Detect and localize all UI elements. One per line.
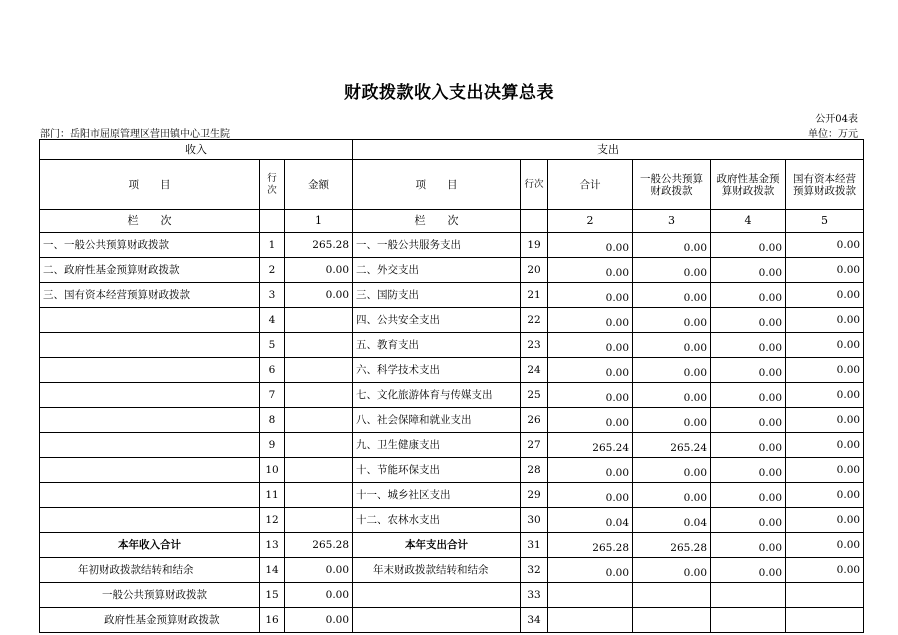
general-budget-value: 0.00: [633, 283, 711, 308]
general-budget-value: 0.00: [633, 383, 711, 408]
income-line-no: 6: [260, 358, 285, 383]
income-line-no: 10: [260, 458, 285, 483]
unit-label: 单位：万元: [808, 129, 858, 140]
income-idx-empty: [260, 210, 285, 233]
state-capital-value: 0.00: [786, 558, 864, 583]
expense-line-no: 34: [521, 608, 548, 633]
gov-fund-value: 0.00: [711, 308, 786, 333]
state-capital-value: 0.00: [786, 258, 864, 283]
income-item: [40, 433, 260, 458]
income-line-no: 1: [260, 233, 285, 258]
expense-line-no: 32: [521, 558, 548, 583]
income-line-no: 9: [260, 433, 285, 458]
income-line-no: 2: [260, 258, 285, 283]
income-line-no: 16: [260, 608, 285, 633]
header-row-columns: [40, 160, 864, 210]
state-capital-value: [786, 583, 864, 608]
income-item: 一、一般公共预算财政拨款: [40, 233, 260, 258]
total-header: 合计: [548, 160, 633, 210]
expense-item: 四、公共安全支出: [353, 308, 521, 333]
total-value: 0.00: [548, 458, 633, 483]
general-budget-value: [633, 583, 711, 608]
general-budget-header: 一般公共预算财政拨款: [633, 160, 711, 210]
gov-fund-header: 政府性基金预算财政拨款: [711, 160, 786, 210]
general-budget-value: 0.00: [633, 233, 711, 258]
department-label: 部门：岳阳市屈原管理区营田镇中心卫生院: [40, 129, 230, 140]
income-amount: 265.28: [285, 533, 353, 558]
expense-idx-4: 4: [711, 210, 786, 233]
income-item: 二、政府性基金预算财政拨款: [40, 258, 260, 283]
income-item: 年初财政拨款结转和结余: [40, 558, 260, 583]
expense-idx-empty: [521, 210, 548, 233]
income-amount: 0.00: [285, 558, 353, 583]
expense-item: 八、社会保障和就业支出: [353, 408, 521, 433]
income-amount: 265.28: [285, 233, 353, 258]
table-row: [40, 258, 864, 283]
total-value: 0.00: [548, 258, 633, 283]
gov-fund-value: 0.00: [711, 333, 786, 358]
expense-line-no: 20: [521, 258, 548, 283]
state-capital-value: 0.00: [786, 408, 864, 433]
expense-line-no: 31: [521, 533, 548, 558]
expense-item: 七、文化旅游体育与传媒支出: [353, 383, 521, 408]
general-budget-value: 265.28: [633, 533, 711, 558]
expense-line-no: 22: [521, 308, 548, 333]
expense-line-no: 23: [521, 333, 548, 358]
expense-item: 十一、城乡社区支出: [353, 483, 521, 508]
state-capital-value: 0.00: [786, 308, 864, 333]
income-item: [40, 408, 260, 433]
table-row: [40, 283, 864, 308]
gov-fund-value: 0.00: [711, 383, 786, 408]
expense-item: 年末财政拨款结转和结余: [353, 558, 521, 583]
general-budget-value: 0.00: [633, 458, 711, 483]
income-amount: [285, 458, 353, 483]
state-capital-value: 0.00: [786, 283, 864, 308]
expense-line-no: 28: [521, 458, 548, 483]
income-item: [40, 308, 260, 333]
header-row-sections: [40, 140, 864, 160]
expense-item-header: 项 目: [353, 160, 521, 210]
income-item: 三、国有资本经营预算财政拨款: [40, 283, 260, 308]
income-amount: 0.00: [285, 258, 353, 283]
income-amount: [285, 408, 353, 433]
total-value: 265.28: [548, 533, 633, 558]
total-value: 0.00: [548, 333, 633, 358]
page-title: 财政拨款收入支出决算总表: [344, 83, 554, 103]
state-capital-value: 0.00: [786, 358, 864, 383]
total-value: 0.00: [548, 358, 633, 383]
state-capital-value: 0.00: [786, 383, 864, 408]
expense-idx-2: 2: [548, 210, 633, 233]
expense-item: [353, 583, 521, 608]
expense-idx-3: 3: [633, 210, 711, 233]
income-line-no: 8: [260, 408, 285, 433]
gov-fund-value: [711, 608, 786, 633]
expense-line-no: 27: [521, 433, 548, 458]
gov-fund-value: 0.00: [711, 558, 786, 583]
expense-item: 五、教育支出: [353, 333, 521, 358]
table-row: [40, 433, 864, 458]
expense-line-no: 21: [521, 283, 548, 308]
table-row: [40, 333, 864, 358]
table-row: [40, 508, 864, 533]
income-item: 一般公共预算财政拨款: [40, 583, 260, 608]
total-value: [548, 608, 633, 633]
general-budget-value: 0.00: [633, 408, 711, 433]
expense-item: 十二、农林水支出: [353, 508, 521, 533]
income-amount: [285, 358, 353, 383]
table-row: [40, 483, 864, 508]
gov-fund-value: 0.00: [711, 508, 786, 533]
income-amount: 0.00: [285, 283, 353, 308]
gov-fund-value: 0.00: [711, 358, 786, 383]
expense-line-no: 26: [521, 408, 548, 433]
total-value: 0.00: [548, 408, 633, 433]
income-item: [40, 358, 260, 383]
income-amount: [285, 383, 353, 408]
income-amount: [285, 433, 353, 458]
total-value: 0.04: [548, 508, 633, 533]
expense-header: 支出: [353, 140, 864, 160]
expense-item: 十、节能环保支出: [353, 458, 521, 483]
table-row: [40, 458, 864, 483]
table-row: [40, 608, 864, 633]
gov-fund-value: 0.00: [711, 408, 786, 433]
income-item: [40, 483, 260, 508]
expense-lanci: 栏 次: [353, 210, 521, 233]
table-row: [40, 358, 864, 383]
income-item: [40, 333, 260, 358]
income-line-no: 5: [260, 333, 285, 358]
gov-fund-value: 0.00: [711, 258, 786, 283]
table-row: [40, 558, 864, 583]
total-value: 0.00: [548, 383, 633, 408]
general-budget-value: [633, 608, 711, 633]
general-budget-value: 0.00: [633, 358, 711, 383]
income-item: [40, 508, 260, 533]
expense-line-no: 25: [521, 383, 548, 408]
general-budget-value: 265.24: [633, 433, 711, 458]
total-value: 0.00: [548, 558, 633, 583]
table-row: [40, 533, 864, 558]
expense-item: 九、卫生健康支出: [353, 433, 521, 458]
general-budget-value: 0.04: [633, 508, 711, 533]
expense-line-no: 30: [521, 508, 548, 533]
income-item: [40, 458, 260, 483]
expense-line-no: 24: [521, 358, 548, 383]
expense-line-header: 行次: [521, 160, 548, 210]
state-capital-value: 0.00: [786, 533, 864, 558]
total-value: [548, 583, 633, 608]
header-row-index: [40, 210, 864, 233]
gov-fund-value: 0.00: [711, 458, 786, 483]
income-line-no: 14: [260, 558, 285, 583]
state-capital-value: 0.00: [786, 508, 864, 533]
income-line-no: 12: [260, 508, 285, 533]
general-budget-value: 0.00: [633, 483, 711, 508]
expense-item: 二、外交支出: [353, 258, 521, 283]
income-amount: [285, 308, 353, 333]
income-idx-1: 1: [285, 210, 353, 233]
expense-item: [353, 608, 521, 633]
expense-line-no: 29: [521, 483, 548, 508]
gov-fund-value: 0.00: [711, 233, 786, 258]
table-row: [40, 233, 864, 258]
income-line-no: 4: [260, 308, 285, 333]
form-number: 公开04表: [815, 114, 858, 125]
expense-item: 三、国防支出: [353, 283, 521, 308]
gov-fund-value: 0.00: [711, 533, 786, 558]
expense-item: 一、一般公共服务支出: [353, 233, 521, 258]
state-capital-value: 0.00: [786, 483, 864, 508]
state-capital-value: 0.00: [786, 458, 864, 483]
expense-item: 本年支出合计: [353, 533, 521, 558]
state-capital-value: [786, 608, 864, 633]
gov-fund-value: 0.00: [711, 283, 786, 308]
income-amount: [285, 333, 353, 358]
state-capital-header: 国有资本经营预算财政拨款: [786, 160, 864, 210]
income-amount: [285, 508, 353, 533]
income-lanci: 栏 次: [40, 210, 260, 233]
state-capital-value: 0.00: [786, 433, 864, 458]
income-amount-header: 金额: [285, 160, 353, 210]
total-value: 0.00: [548, 283, 633, 308]
general-budget-value: 0.00: [633, 558, 711, 583]
budget-table: [39, 139, 864, 633]
expense-item: 六、科学技术支出: [353, 358, 521, 383]
total-value: 0.00: [548, 233, 633, 258]
income-amount: [285, 483, 353, 508]
state-capital-value: 0.00: [786, 233, 864, 258]
income-line-no: 15: [260, 583, 285, 608]
income-line-no: 13: [260, 533, 285, 558]
total-value: 0.00: [548, 308, 633, 333]
income-item-header: 项 目: [40, 160, 260, 210]
general-budget-value: 0.00: [633, 333, 711, 358]
expense-idx-5: 5: [786, 210, 864, 233]
income-line-no: 11: [260, 483, 285, 508]
income-amount: 0.00: [285, 608, 353, 633]
income-line-no: 7: [260, 383, 285, 408]
expense-line-no: 33: [521, 583, 548, 608]
total-value: 0.00: [548, 483, 633, 508]
income-item: 政府性基金预算财政拨款: [40, 608, 260, 633]
total-value: 265.24: [548, 433, 633, 458]
income-line-header: 行次: [260, 160, 285, 210]
table-row: [40, 583, 864, 608]
table-row: [40, 308, 864, 333]
income-line-no: 3: [260, 283, 285, 308]
income-amount: 0.00: [285, 583, 353, 608]
state-capital-value: 0.00: [786, 333, 864, 358]
expense-line-no: 19: [521, 233, 548, 258]
general-budget-value: 0.00: [633, 258, 711, 283]
income-item: 本年收入合计: [40, 533, 260, 558]
general-budget-value: 0.00: [633, 308, 711, 333]
gov-fund-value: 0.00: [711, 483, 786, 508]
table-row: [40, 408, 864, 433]
income-header: 收入: [40, 140, 353, 160]
income-item: [40, 383, 260, 408]
table-row: [40, 383, 864, 408]
gov-fund-value: 0.00: [711, 433, 786, 458]
gov-fund-value: [711, 583, 786, 608]
